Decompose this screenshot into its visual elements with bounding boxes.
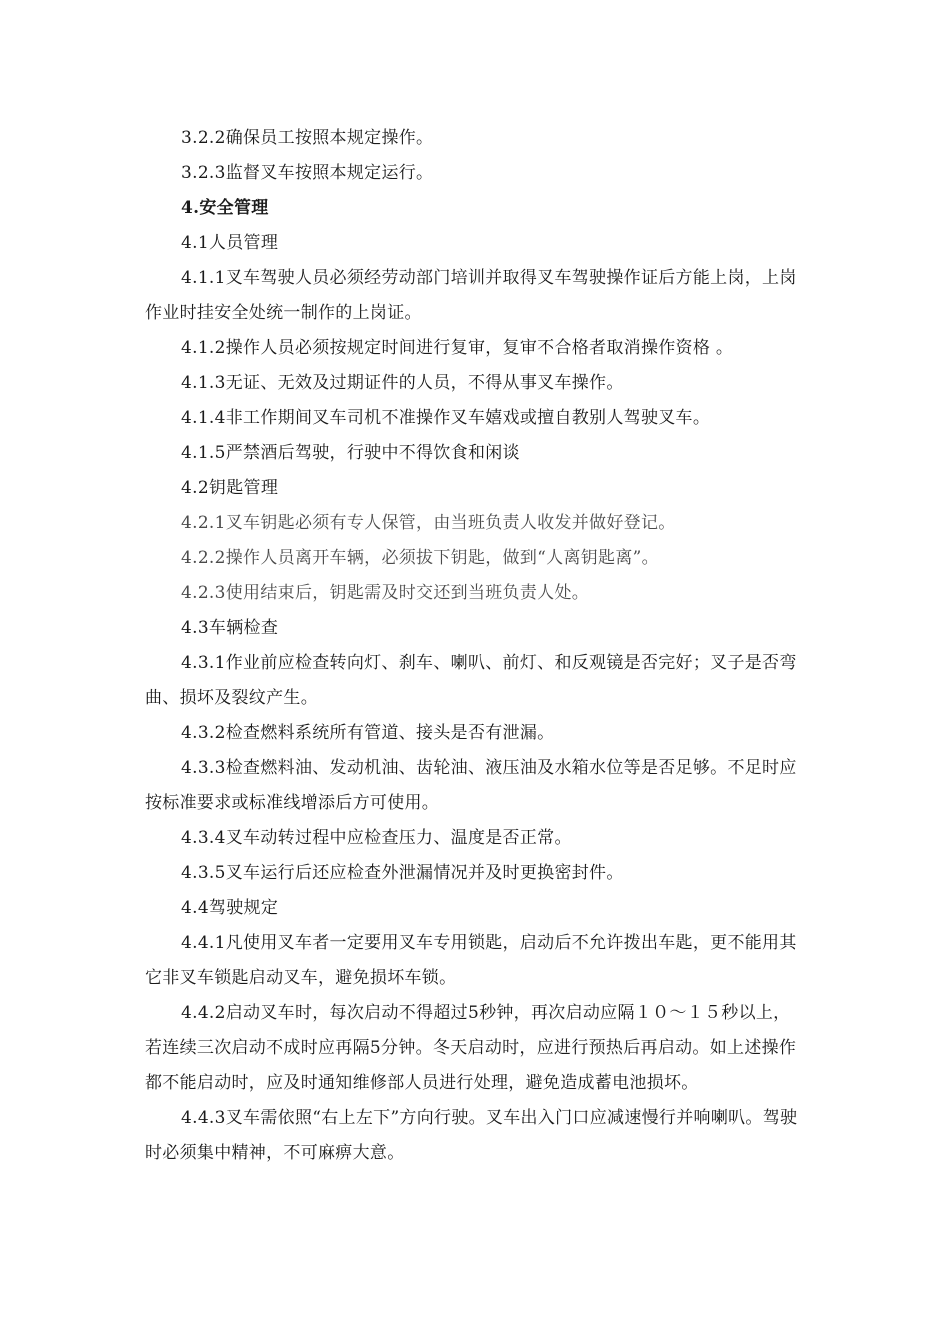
paragraph-4-1-4: 4.1.4非工作期间叉车司机不准操作叉车嬉戏或擅自教别人驾驶叉车。 (181, 408, 711, 428)
subsection-heading-key-management: 4.2钥匙管理 (181, 478, 279, 498)
paragraph-4-1-3: 4.1.3无证、无效及过期证件的人员，不得从事叉车操作。 (181, 373, 624, 393)
paragraph-4-1-5: 4.1.5严禁酒后驾驶，行驶中不得饮食和闲谈 (181, 443, 520, 463)
paragraph-4-1-2: 4.1.2操作人员必须按规定时间进行复审，复审不合格者取消操作资格 。 (181, 338, 734, 358)
section-heading-safety-management: 4.安全管理 (181, 198, 269, 218)
paragraph-4-2-2: 4.2.2操作人员离开车辆，必须拔下钥匙，做到“人离钥匙离”。 (181, 548, 659, 568)
paragraph-3-2-3: 3.2.3监督叉车按照本规定运行。 (181, 163, 434, 183)
paragraph-4-3-3: 4.3.3检查燃料油、发动机油、齿轮油、液压油及水箱水位等是否足够。不足时应按标准要求或标准线增添后方可使用。 (145, 758, 797, 813)
paragraph-4-3-1: 4.3.1作业前应检查转向灯、刹车、喇叭、前灯、和反观镜是否完好；叉子是否弯曲、损坏及裂纹产生。 (145, 653, 797, 708)
subsection-heading-personnel-management: 4.1人员管理 (181, 233, 279, 253)
subsection-heading-driving-rules: 4.4驾驶规定 (181, 898, 279, 918)
paragraph-4-1-1: 4.1.1叉车驾驶人员必须经劳动部门培训并取得叉车驾驶操作证后方能上岗，上岗作业时挂安全处统一制作的上岗证。 (145, 268, 797, 323)
paragraph-4-3-2: 4.3.2检查燃料系统所有管道、接头是否有泄漏。 (181, 723, 555, 743)
paragraph-4-2-3: 4.2.3使用结束后，钥匙需及时交还到当班负责人处。 (181, 583, 590, 603)
paragraph-4-4-2: 4.4.2启动叉车时，每次启动不得超过5秒钟，再次启动应隔１０～１５秒以上，若连续三次启动不成时应再隔5分钟。冬天启动时，应进行预热后再启动。如上述操作都不能启动时，应及时通知维修部人员进行处理，避免造成蓄电池损坏。 (145, 1003, 797, 1093)
paragraph-3-2-2: 3.2.2确保员工按照本规定操作。 (181, 128, 434, 148)
paragraph-4-3-5: 4.3.5叉车运行后还应检查外泄漏情况并及时更换密封件。 (181, 863, 624, 883)
paragraph-4-4-1: 4.4.1凡使用叉车者一定要用叉车专用锁匙，启动后不允许拨出车匙，更不能用其它非叉车锁匙启动叉车，避免损坏车锁。 (145, 933, 797, 988)
subsection-heading-vehicle-inspection: 4.3车辆检查 (181, 618, 279, 638)
document-body (145, 121, 805, 1171)
paragraph-4-2-1: 4.2.1叉车钥匙必须有专人保管，由当班负责人收发并做好登记。 (181, 513, 676, 533)
paragraph-4-4-3: 4.4.3叉车需依照“右上左下”方向行驶。叉车出入门口应减速慢行并响喇叭。驾驶时必须集中精神，不可麻痹大意。 (145, 1108, 798, 1163)
paragraph-4-3-4: 4.3.4叉车动转过程中应检查压力、温度是否正常。 (181, 828, 572, 848)
